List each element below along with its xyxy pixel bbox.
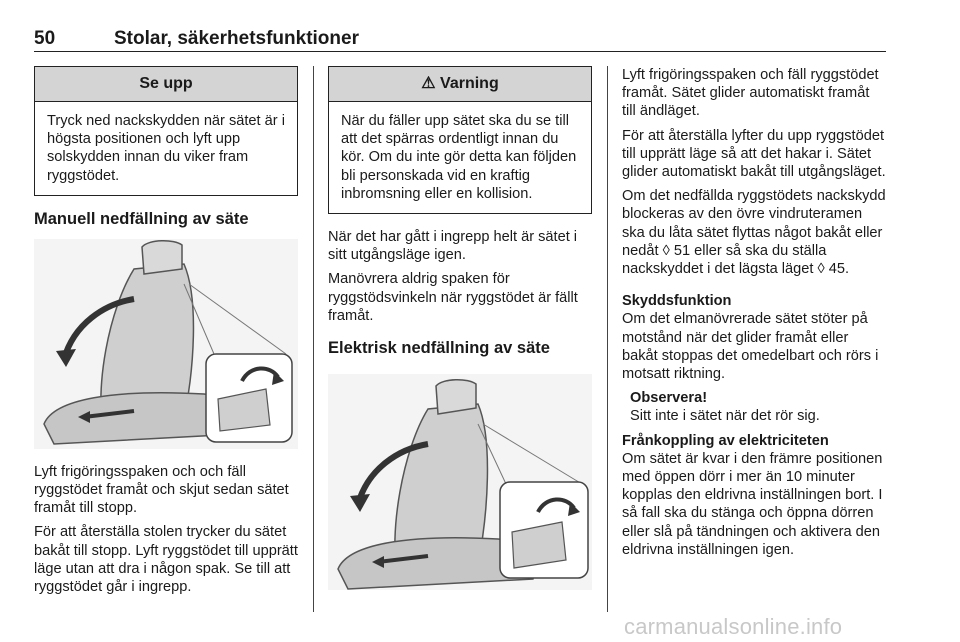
watermark: carmanualsonline.info [624, 614, 843, 639]
column-right [622, 66, 886, 565]
warning-text: När du fäller upp sätet ska du se till att det spärras ordentligt innan du kör. Om du inte gör detta kan följden bli personskada vid en kraftig inbromsning eller en kollision. [341, 113, 577, 202]
caution-title: Se upp [35, 67, 297, 102]
seat-manual-fold-illustration [34, 239, 298, 449]
column-middle [328, 66, 592, 590]
column-left [34, 66, 298, 602]
page-header [34, 28, 886, 52]
right-para-3: Om det nedfällda ryggstödets nackskydd blockeras av den övre vindruteramen ska du låta sätet flyttas något bakåt eller nedåt ◊ 51 eller så ska du ställa nackskyddet i det lägsta läget ◊ 45. [622, 188, 886, 278]
seat-electric-fold-illustration [328, 368, 592, 590]
right-para-1: Lyft frigöringsspaken och fäll ryggstödet framåt. Sätet glider automatiskt framåt till ändläget. [622, 67, 879, 120]
electric-fold-heading: Elektrisk nedfällning av säte [328, 339, 550, 358]
disconnect-text: Om sätet är kvar i den främre positionen med öppen dörr i mer än 10 minuter kopplas den eldrivna inställningen bort. I så fall ska du stänga och öppna dörren eller slå på tändningen och aktivera den eldrivna inställningen igen. [622, 450, 883, 558]
middle-para-2: Manövrera aldrig spaken för ryggstödsvinkeln när ryggstödet är fällt framåt. [328, 271, 578, 324]
note-title: Observera! [630, 390, 708, 407]
warning-box [328, 66, 592, 214]
middle-para-1: När det har gått i ingrepp helt är sätet i sitt utgångsläge igen. [328, 229, 578, 264]
manual-fold-heading: Manuell nedfällning av säte [34, 209, 249, 228]
protection-text: Om det elmanövrerade sätet stöter på motstånd när det glider framåt eller bakåt stoppas det omedelbart och rörs i motsatt riktning. [622, 311, 879, 383]
warning-header [329, 67, 591, 102]
disconnect-heading: Frånkoppling av elektriciteten [622, 432, 829, 449]
note-text: Sitt inte i sätet när det rör sig. [630, 408, 820, 425]
page-title: Stolar, säkerhetsfunktioner [114, 28, 359, 49]
page-number: 50 [34, 28, 56, 49]
note-block [622, 389, 886, 425]
column-divider [313, 66, 314, 612]
warning-title: Varning [440, 75, 499, 92]
protection-heading: Skyddsfunktion [622, 293, 732, 310]
right-para-2: För att återställa lyfter du upp ryggstödet till upprätt läge så att det hakar i. Sätet glider automatiskt bakåt till utgångsläget. [622, 127, 886, 181]
caution-box [34, 66, 298, 196]
manual-para-1: Lyft frigöringsspaken och och fäll ryggstödet framåt och skjut sedan sätet framåt till stopp. [34, 463, 289, 517]
column-divider [607, 66, 608, 612]
warning-triangle-icon: ⚠ [421, 75, 436, 92]
caution-text: Tryck ned nackskydden när sätet är i högsta positionen och lyft upp solskydden innan du viker fram ryggstödet. [47, 113, 285, 184]
manual-para-2: För att återställa stolen trycker du sätet bakåt till stopp. Lyft ryggstödet till upprätt läge utan att dra i någon spak. Se till att ryggstödet går i ingrepp. [34, 524, 298, 596]
